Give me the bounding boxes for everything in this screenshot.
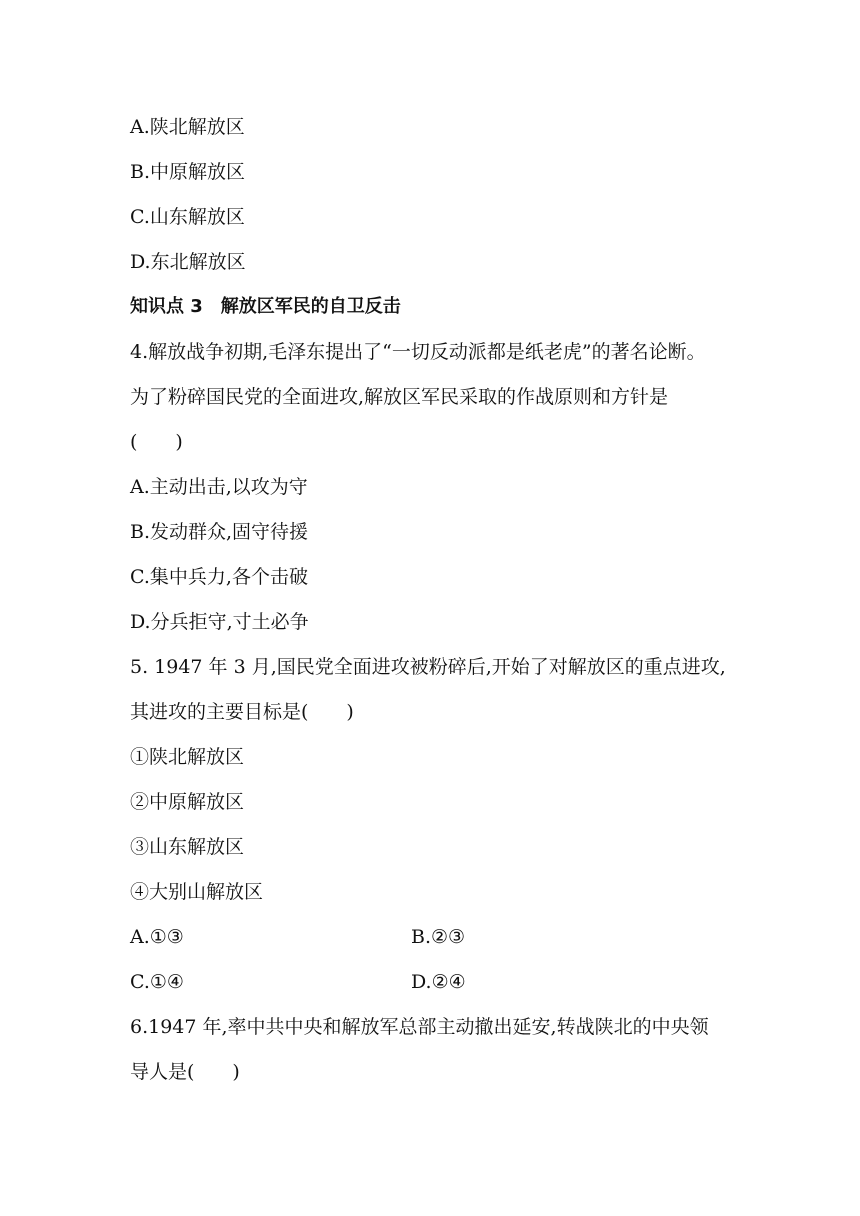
q4-stem-line-1: 4.解放战争初期,毛泽东提出了“一切反动派都是纸老虎”的著名论断。 [130,341,706,363]
q5-item-1: ①陕北解放区 [130,746,245,768]
section-heading: 知识点 3 解放区军民的自卫反击 [130,296,401,317]
q4-option-a: A.主动出击,以攻为守 [130,476,308,498]
q5-option-b: B.②③ [411,926,466,948]
q5-stem-line-1: 5. 1947 年 3 月,国民党全面进攻被粉碎后,开始了对解放区的重点进攻, [130,656,726,678]
q4-option-b: B.发动群众,固守待援 [130,521,309,543]
q4-stem-line-2: 为了粉碎国民党的全面进攻,解放区军民采取的作战原则和方针是 [130,386,669,408]
q3-option-d: D.东北解放区 [130,251,246,273]
q6-stem-line-2: 导人是( ) [130,1061,240,1083]
q3-option-b: B.中原解放区 [130,161,246,183]
q3-option-c: C.山东解放区 [130,206,245,228]
q5-item-4: ④大别山解放区 [130,881,264,903]
q5-stem-line-2: 其进攻的主要目标是( ) [130,701,354,723]
q6-stem-line-1: 6.1947 年,率中共中央和解放军总部主动撤出延安,转战陕北的中央领 [130,1016,709,1038]
q3-option-a: A.陕北解放区 [130,116,245,138]
q5-item-2: ②中原解放区 [130,791,245,813]
q4-option-d: D.分兵拒守,寸土必争 [130,611,309,633]
q5-item-3: ③山东解放区 [130,836,245,858]
q4-option-c: C.集中兵力,各个击破 [130,566,308,588]
q5-option-c: C.①④ [130,971,184,993]
q5-option-a: A.①③ [130,926,184,948]
q4-answer-blank: ( ) [130,431,183,453]
q5-option-d: D.②④ [411,971,466,993]
